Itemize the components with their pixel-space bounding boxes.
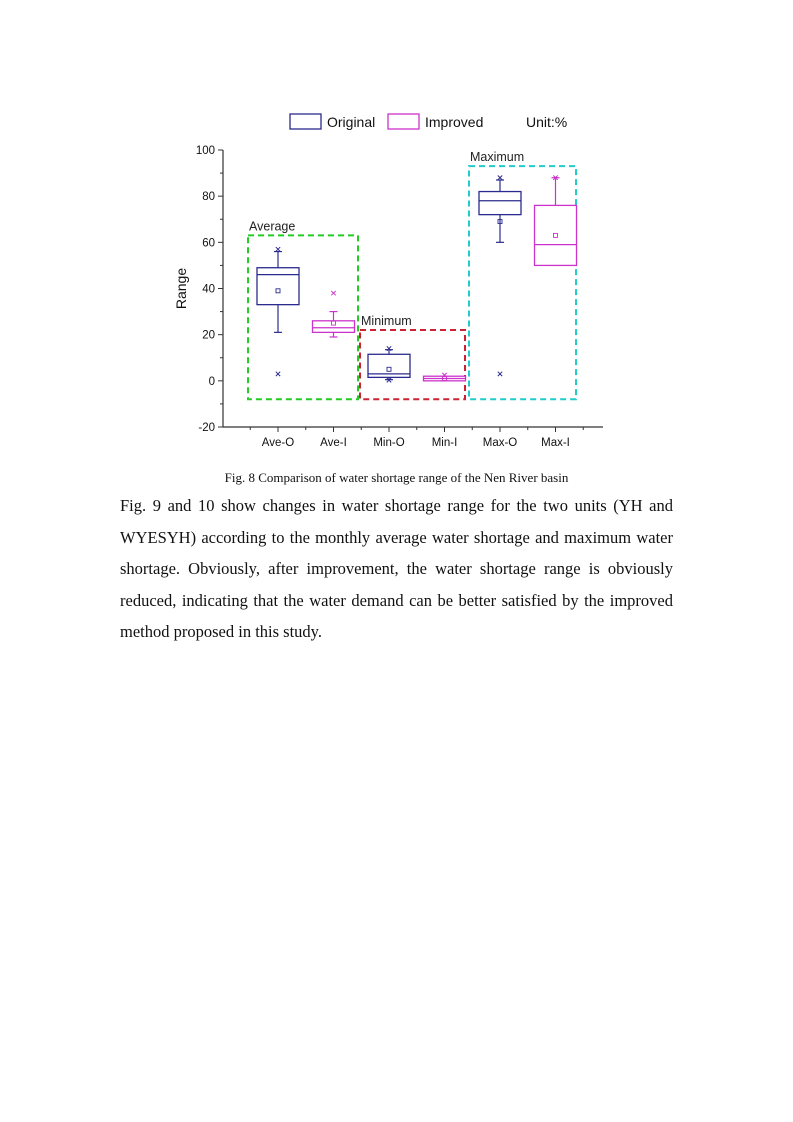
- body-paragraph: Fig. 9 and 10 show changes in water shortage range for the two units (YH and WYESYH) according to the monthly average water shortage and maximum water shortage. Obviously, after improvement, the water shortage range is obviously reduced, indicating that the water demand can be better satisfied by the improved method proposed in this study.: [120, 496, 673, 641]
- group-frame-average: [248, 235, 358, 399]
- outlier-ave-i: [331, 291, 335, 295]
- box-max-o: [479, 192, 521, 215]
- legend-label-original: Original: [327, 114, 376, 130]
- box-plot-chart: [160, 105, 620, 455]
- x-tick-label: Min-I: [431, 437, 458, 449]
- outlier-max-o: [498, 176, 502, 180]
- legend-unit-label: Unit:%: [526, 114, 568, 130]
- y-tick-label: -20: [198, 422, 215, 434]
- x-tick-label: Max-I: [541, 437, 570, 449]
- y-axis-label: Range: [173, 267, 189, 310]
- x-tick-label: Ave-I: [320, 437, 347, 449]
- y-tick-label: 0: [208, 375, 215, 388]
- y-tick-label: 80: [202, 191, 215, 204]
- x-tick-label: Ave-O: [261, 437, 295, 449]
- box-ave-i: [313, 321, 355, 333]
- y-tick-label: 100: [195, 145, 215, 157]
- y-tick-label: 40: [202, 283, 215, 296]
- box-ave-o: [257, 268, 299, 305]
- legend-swatch-original: [290, 114, 321, 129]
- y-tick-label: 20: [202, 329, 215, 342]
- legend-swatch-improved: [388, 114, 419, 129]
- group-label-minimum: Minimum: [361, 314, 412, 329]
- figure-caption: Fig. 8 Comparison of water shortage range of the Nen River basin: [224, 470, 569, 485]
- outlier-max-o: [498, 372, 502, 376]
- y-tick-label: 60: [202, 237, 215, 250]
- group-label-maximum: Maximum: [470, 150, 525, 165]
- group-label-average: Average: [249, 219, 296, 234]
- box-max-i: [535, 205, 577, 265]
- x-tick-label: Max-O: [482, 437, 518, 449]
- outlier-ave-o: [276, 372, 280, 376]
- outlier-ave-o: [276, 247, 280, 251]
- x-tick-label: Min-O: [373, 437, 405, 449]
- legend-label-improved: Improved: [425, 114, 484, 130]
